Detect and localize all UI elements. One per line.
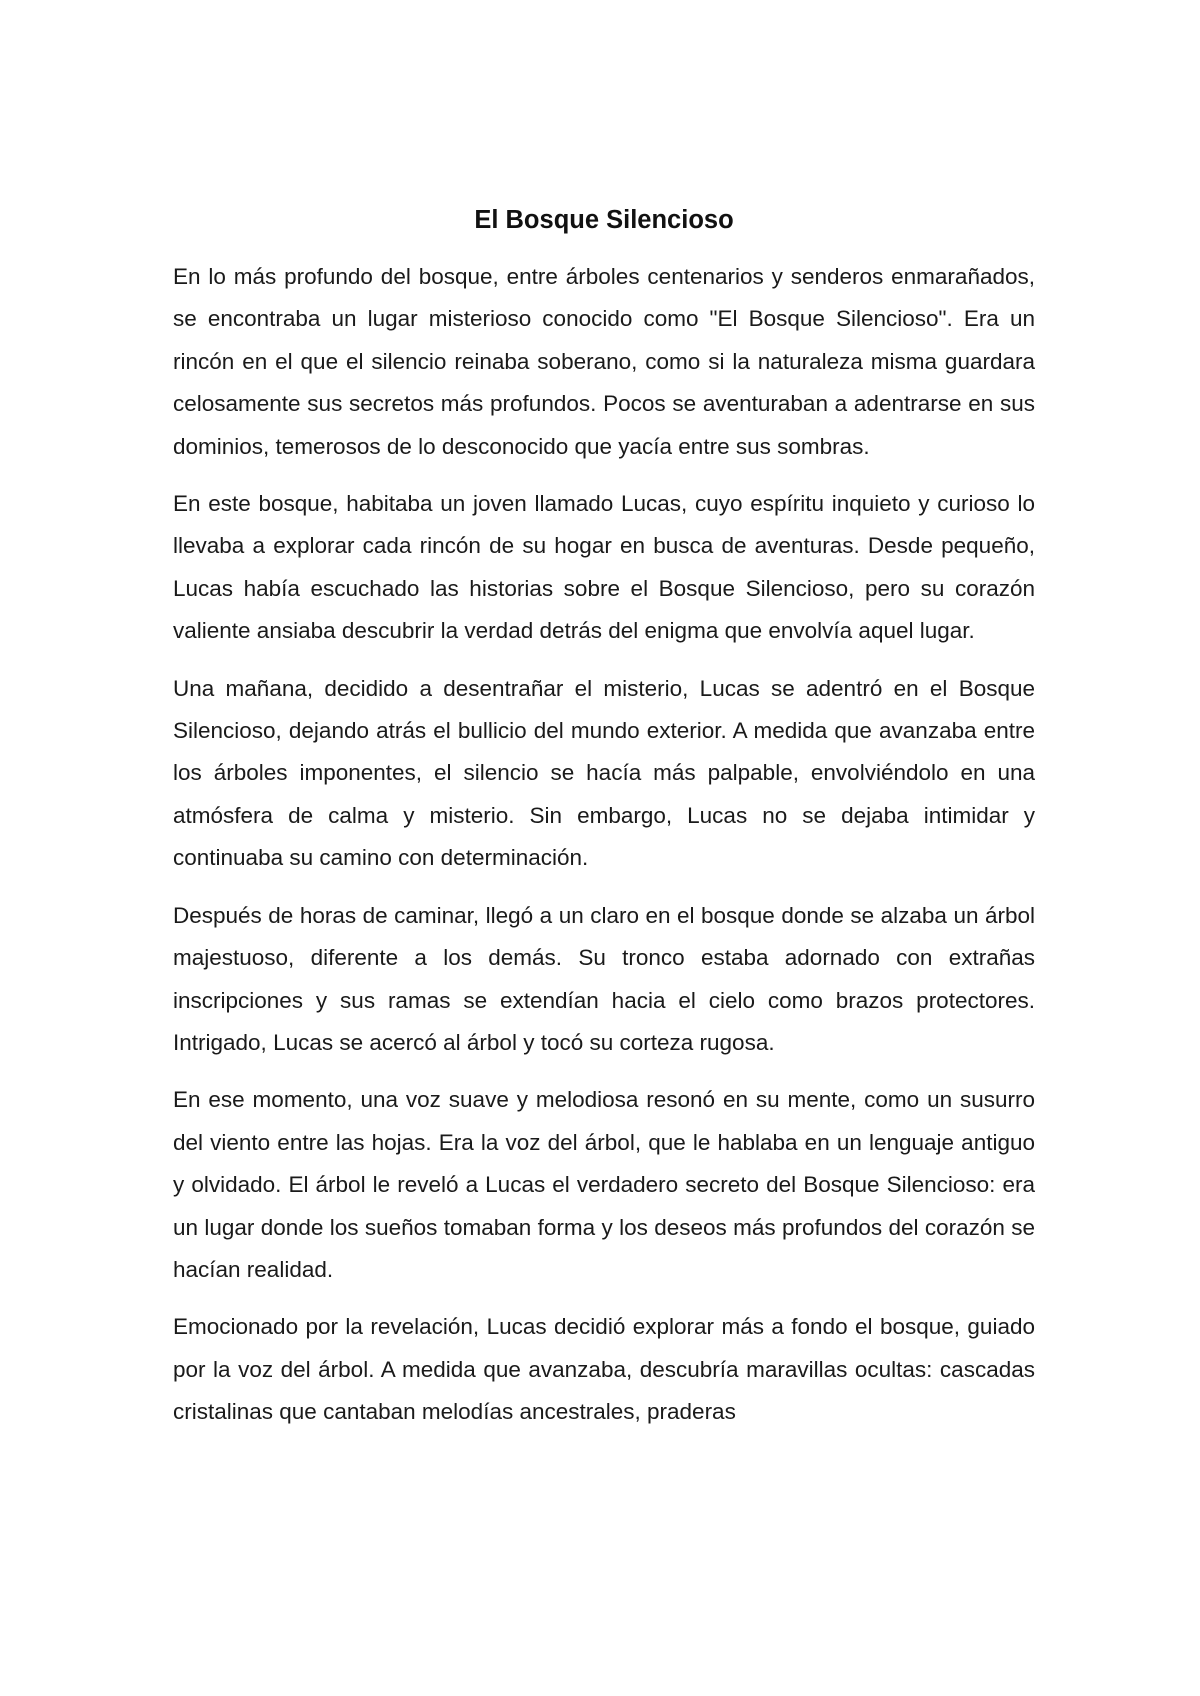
paragraph-4: Después de horas de caminar, llegó a un claro en el bosque donde se alzaba un árbol majestuoso, diferente a los demás. Su tronco estaba adornado con extrañas inscripciones y sus ramas se extendían hacia el cielo como brazos protectores. Intrigado, Lucas se acercó al árbol y tocó su corteza rugosa. [173, 902, 1035, 1055]
paragraph-5: En ese momento, una voz suave y melodiosa resonó en su mente, como un susurro del viento entre las hojas. Era la voz del árbol, que le hablaba en un lenguaje antiguo y olvidado. El árbol le reveló a Lucas el verdadero secreto del Bosque Silencioso: era un lugar donde los sueños tomaban forma y los deseos más profundos del corazón se hacían realidad. [173, 1087, 1035, 1282]
document-title: El Bosque Silencioso [474, 206, 734, 234]
paragraph-2: En este bosque, habitaba un joven llamado Lucas, cuyo espíritu inquieto y curioso lo llevaba a explorar cada rincón de su hogar en busca de aventuras. Desde pequeño, Lucas había escuchado las historias sobre el Bosque Silencioso, pero su corazón valiente ansiaba descubrir la verdad detrás del enigma que envolvía aquel lugar. [173, 491, 1035, 644]
paragraph-6: Emocionado por la revelación, Lucas decidió explorar más a fondo el bosque, guiado por la voz del árbol. A medida que avanzaba, descubría maravillas ocultas: cascadas cristalinas que cantaban melodías ancestrales, praderas [173, 1314, 1035, 1425]
paragraph-1: En lo más profundo del bosque, entre árboles centenarios y senderos enmarañados, se encontraba un lugar misterioso conocido como "El Bosque Silencioso". Era un rincón en el que el silencio reinaba soberano, como si la naturaleza misma guardara celosamente sus secretos más profundos. Pocos se aventuraban a adentrarse en sus dominios, temerosos de lo desconocido que yacía entre sus sombras. [173, 264, 1035, 459]
document-body [173, 200, 1035, 1449]
paragraph-3: Una mañana, decidido a desentrañar el misterio, Lucas se adentró en el Bosque Silencioso, dejando atrás el bullicio del mundo exterior. A medida que avanzaba entre los árboles imponentes, el silencio se hacía más palpable, envolviéndolo en una atmósfera de calma y misterio. Sin embargo, Lucas no se dejaba intimidar y continuaba su camino con determinación. [173, 675, 1035, 871]
